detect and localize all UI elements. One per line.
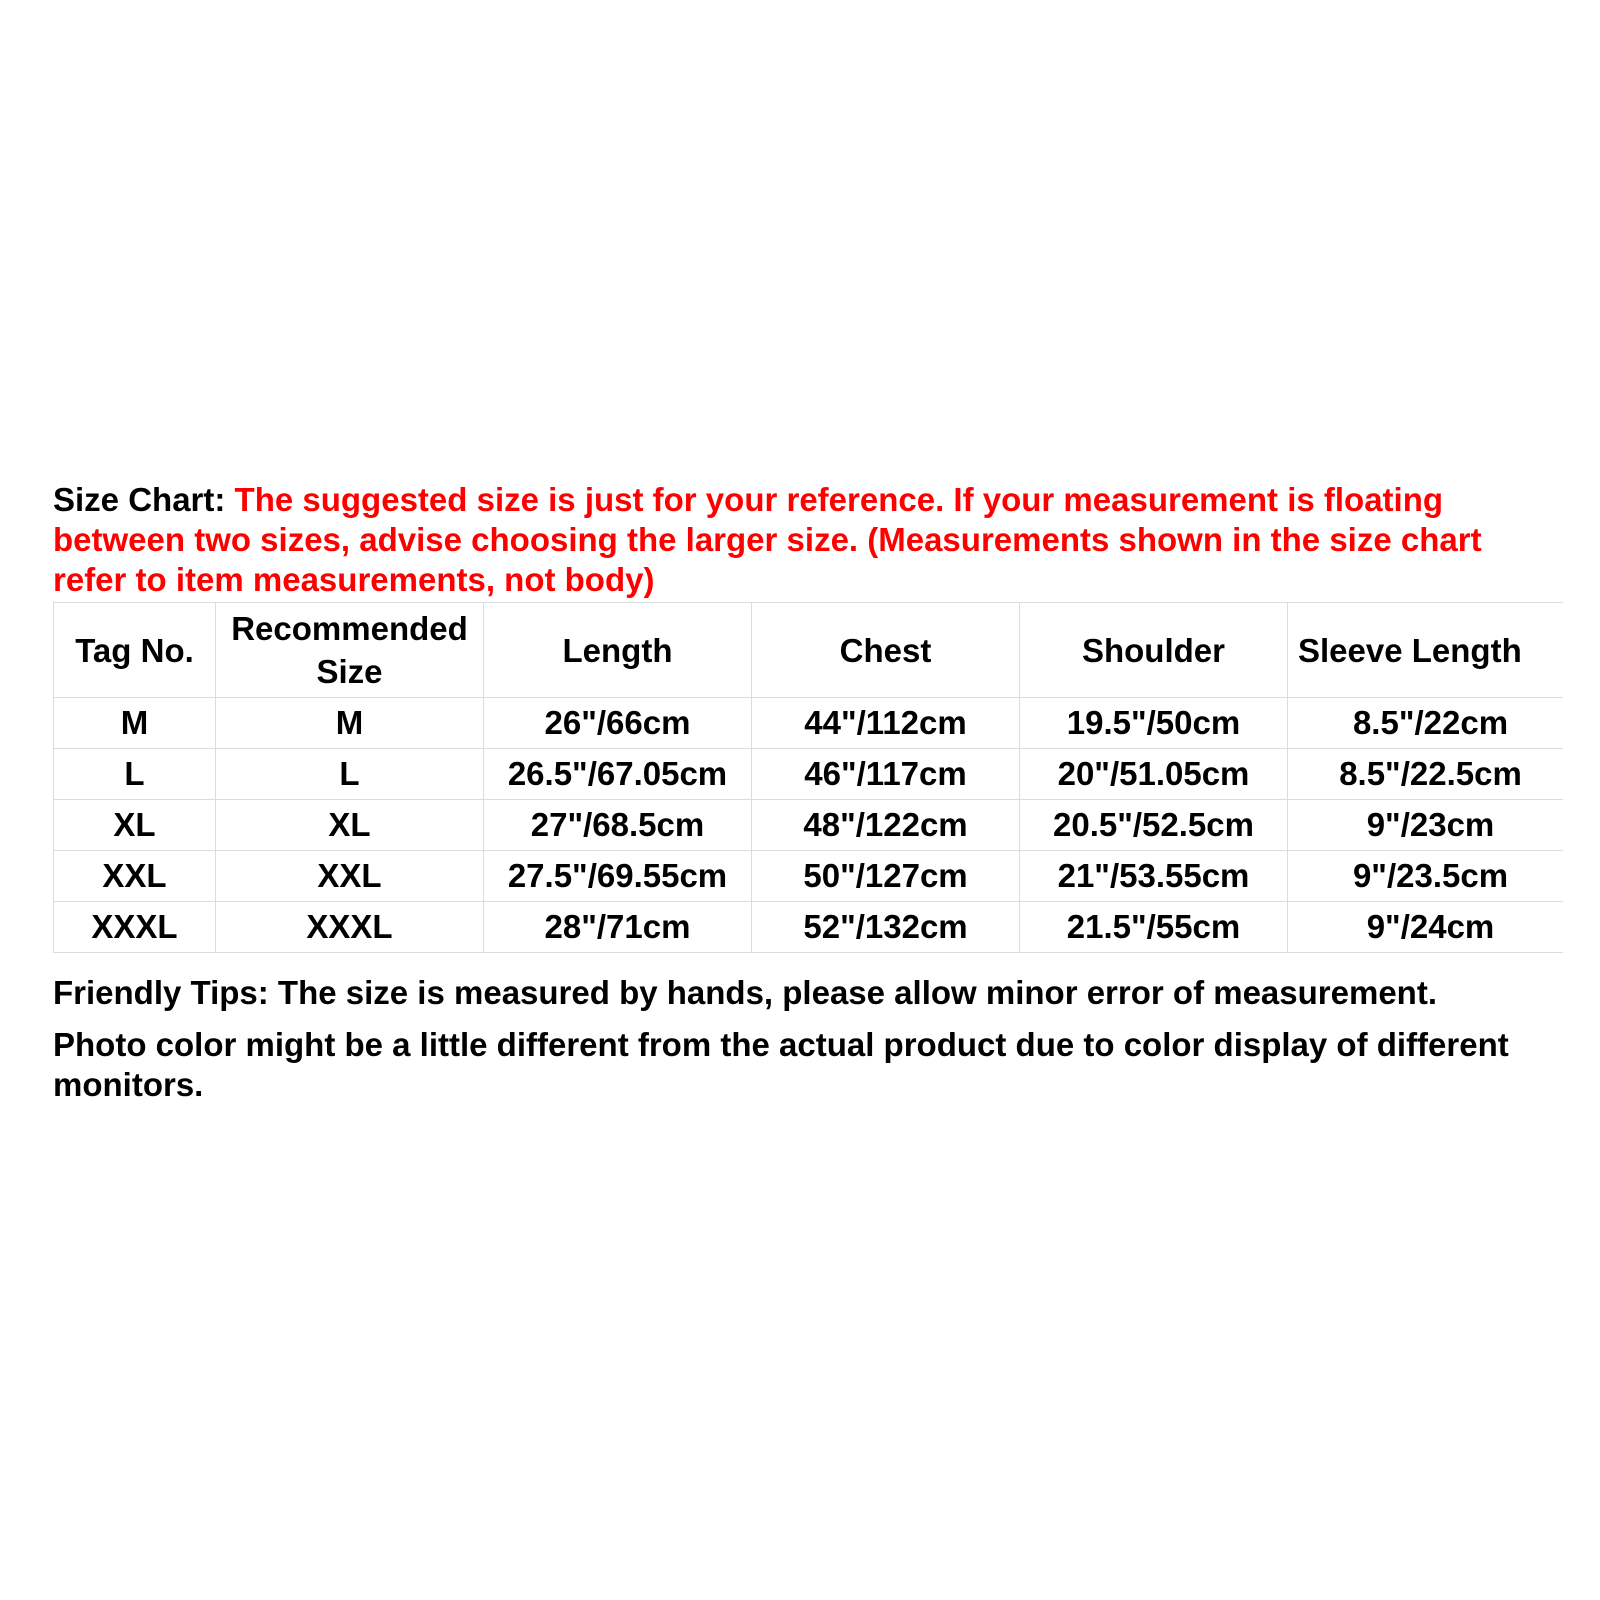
header-length: Length (484, 603, 752, 698)
cell-shoulder: 20.5"/52.5cm (1020, 800, 1288, 851)
size-table-container (53, 602, 1563, 953)
cell-sleeve-length: 8.5"/22.5cm (1288, 749, 1564, 800)
table-row (54, 851, 1564, 902)
cell-sleeve-length: 9"/24cm (1288, 902, 1564, 953)
cell-chest: 46"/117cm (752, 749, 1020, 800)
header-sleeve-length: Sleeve Length (1288, 603, 1564, 698)
cell-tag-no: M (54, 698, 216, 749)
cell-shoulder: 21.5"/55cm (1020, 902, 1288, 953)
cell-sleeve-length: 9"/23cm (1288, 800, 1564, 851)
cell-length: 26.5"/67.05cm (484, 749, 752, 800)
cell-recommended-size: XXXL (216, 902, 484, 953)
cell-recommended-size: M (216, 698, 484, 749)
header-recommended-size: Recommended Size (216, 603, 484, 698)
table-row (54, 902, 1564, 953)
cell-shoulder: 19.5"/50cm (1020, 698, 1288, 749)
friendly-tips (53, 973, 1563, 1105)
tip-measurement: Friendly Tips: The size is measured by hands, please allow minor error of measurement. (53, 974, 1437, 1011)
cell-recommended-size: XL (216, 800, 484, 851)
cell-tag-no: XXL (54, 851, 216, 902)
size-table (53, 602, 1563, 953)
cell-chest: 50"/127cm (752, 851, 1020, 902)
cell-length: 27"/68.5cm (484, 800, 752, 851)
table-row (54, 749, 1564, 800)
cell-length: 26"/66cm (484, 698, 752, 749)
cell-tag-no: L (54, 749, 216, 800)
size-chart-note: The suggested size is just for your reference. If your measurement is floating between two sizes, advise choosing the larger size. (Measurements shown in the size chart refer to item measurements, not body) (53, 481, 1482, 598)
table-row (54, 698, 1564, 749)
cell-tag-no: XXXL (54, 902, 216, 953)
tip-photo-color: Photo color might be a little different from the actual product due to color display of different monitors. (53, 1026, 1509, 1103)
cell-chest: 52"/132cm (752, 902, 1020, 953)
cell-shoulder: 20"/51.05cm (1020, 749, 1288, 800)
table-header-row (54, 603, 1564, 698)
header-chest: Chest (752, 603, 1020, 698)
cell-chest: 48"/122cm (752, 800, 1020, 851)
cell-recommended-size: XXL (216, 851, 484, 902)
cell-shoulder: 21"/53.55cm (1020, 851, 1288, 902)
cell-length: 28"/71cm (484, 902, 752, 953)
size-chart-intro (53, 480, 1563, 600)
cell-tag-no: XL (54, 800, 216, 851)
header-shoulder: Shoulder (1020, 603, 1288, 698)
size-chart-label: Size Chart: (53, 481, 226, 518)
cell-sleeve-length: 9"/23.5cm (1288, 851, 1564, 902)
size-chart-document (53, 480, 1563, 1105)
cell-chest: 44"/112cm (752, 698, 1020, 749)
table-row (54, 800, 1564, 851)
cell-sleeve-length: 8.5"/22cm (1288, 698, 1564, 749)
cell-recommended-size: L (216, 749, 484, 800)
header-tag-no: Tag No. (54, 603, 216, 698)
cell-length: 27.5"/69.55cm (484, 851, 752, 902)
